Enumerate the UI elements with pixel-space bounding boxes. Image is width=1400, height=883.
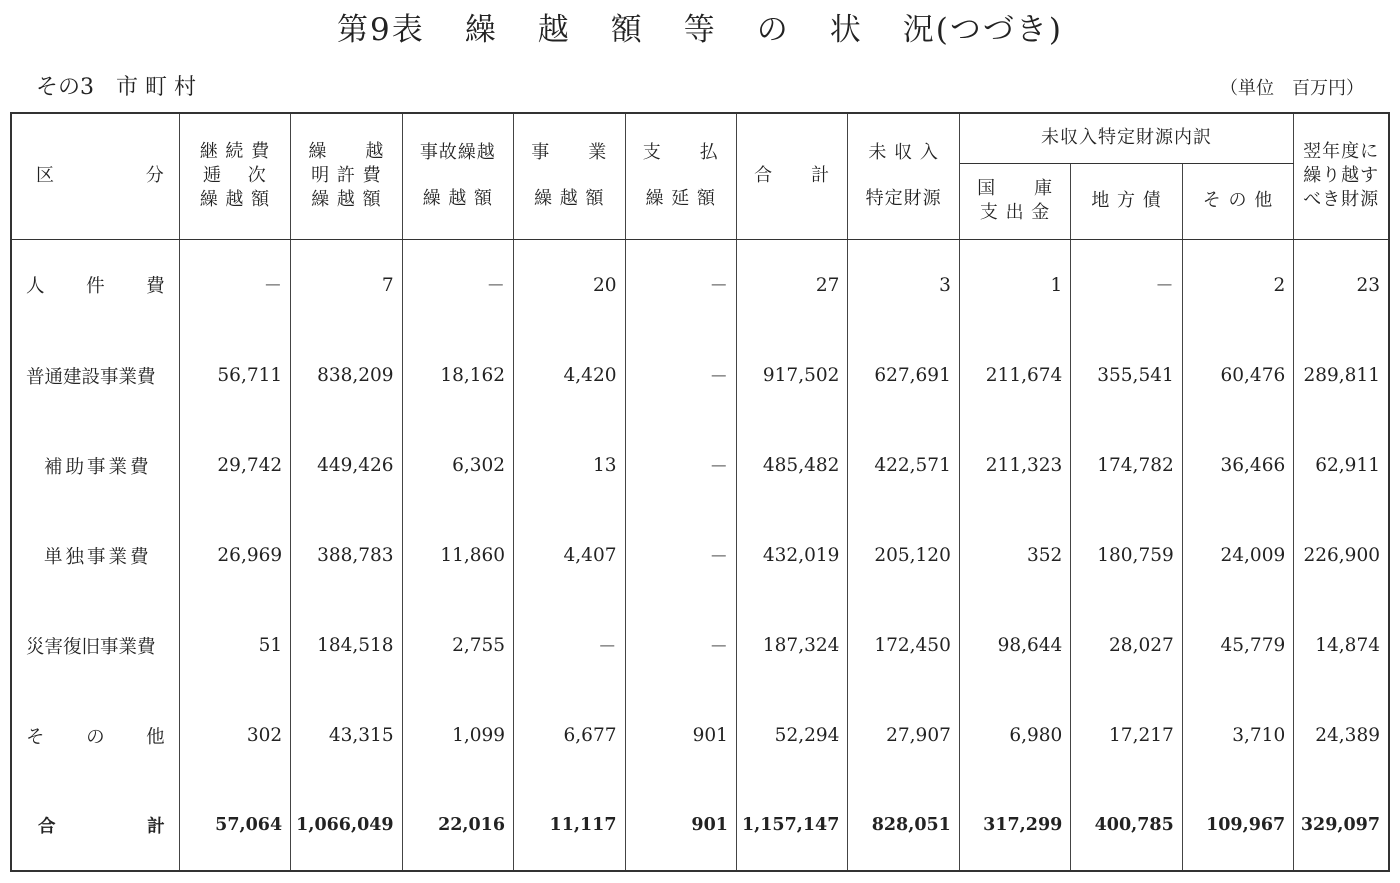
table-cell: － xyxy=(625,239,736,331)
row-label xyxy=(11,421,179,511)
table-cell: 1,157,147 xyxy=(736,781,847,871)
row-label-part: 計 xyxy=(147,816,165,837)
table-cell: 174,782 xyxy=(1071,421,1182,511)
row-label xyxy=(11,691,179,781)
table-cell: 3 xyxy=(848,239,959,331)
table-cell: 3,710 xyxy=(1182,691,1293,781)
table-cell: 45,779 xyxy=(1182,601,1293,691)
title-word: 等 xyxy=(683,12,717,48)
table-row xyxy=(11,511,1389,601)
header-text: 繰 越 額 xyxy=(422,188,494,210)
header-text: 逓 次 xyxy=(203,165,267,187)
table-cell: 180,759 xyxy=(1071,511,1182,601)
table-row xyxy=(11,691,1389,781)
title-word: の xyxy=(756,12,790,48)
row-label-part: の xyxy=(86,726,105,748)
table-cell: － xyxy=(514,601,625,691)
table-cell: 205,120 xyxy=(848,511,959,601)
table-cell: 29,742 xyxy=(179,421,290,511)
row-label-part: 人 xyxy=(26,276,45,298)
table-cell: 6,677 xyxy=(514,691,625,781)
table-cell: 289,811 xyxy=(1294,331,1389,421)
row-label-text: 補助事業費 xyxy=(44,456,152,478)
table-cell: － xyxy=(625,601,736,691)
header-text: 支 払 xyxy=(642,142,719,164)
table-cell: 329,097 xyxy=(1294,781,1389,871)
table-cell: 52,294 xyxy=(736,691,847,781)
header-keizoku xyxy=(179,113,290,239)
table-cell: 6,302 xyxy=(402,421,513,511)
row-label xyxy=(11,511,179,601)
header-text: 繰り越す xyxy=(1303,165,1380,187)
page-title xyxy=(0,4,1400,49)
table-row xyxy=(11,601,1389,691)
row-label xyxy=(11,239,179,331)
header-text: 支 出 金 xyxy=(979,202,1051,223)
table-cell: 485,482 xyxy=(736,421,847,511)
row-label-text: 普通建設事業費 xyxy=(26,366,156,388)
table-cell: － xyxy=(179,239,290,331)
table-cell: 4,407 xyxy=(514,511,625,601)
table-cell: 14,874 xyxy=(1294,601,1389,691)
title-word: 状 xyxy=(829,12,863,48)
table-row xyxy=(11,239,1389,331)
table-row xyxy=(11,421,1389,511)
table-cell: 184,518 xyxy=(291,601,402,691)
header-gokei xyxy=(736,113,847,239)
table-cell: 62,911 xyxy=(1294,421,1389,511)
table-cell: 51 xyxy=(179,601,290,691)
title-word: 繰 xyxy=(464,12,498,48)
title-word: 額 xyxy=(610,12,644,48)
row-label xyxy=(11,331,179,421)
table-cell: 109,967 xyxy=(1182,781,1293,871)
header-text: べき財源 xyxy=(1303,189,1380,211)
table-cell: 2,755 xyxy=(402,601,513,691)
table-cell: 1 xyxy=(959,239,1070,331)
header-shiharai xyxy=(625,113,736,239)
table-cell: － xyxy=(625,511,736,601)
table-cell: － xyxy=(1071,239,1182,331)
row-label-part: 他 xyxy=(146,726,165,748)
table-cell: 211,323 xyxy=(959,421,1070,511)
table-cell: 17,217 xyxy=(1071,691,1182,781)
header-text: 事故繰越 xyxy=(419,142,496,164)
table-cell: 23 xyxy=(1294,239,1389,331)
table-cell: 36,466 xyxy=(1182,421,1293,511)
header-text: 繰 越 xyxy=(308,141,385,163)
table-cell: － xyxy=(625,331,736,421)
carryover-table xyxy=(10,112,1390,872)
table-cell: 901 xyxy=(625,691,736,781)
header-yokunendo xyxy=(1294,113,1389,239)
table-cell: 400,785 xyxy=(1071,781,1182,871)
row-label-text: 単独事業費 xyxy=(44,546,152,568)
row-label xyxy=(11,601,179,691)
header-text: 未 収 入 xyxy=(868,142,939,164)
header-text: 未収入特定財源内訳 xyxy=(1041,127,1213,149)
header-mishu xyxy=(848,113,959,239)
table-cell: 2 xyxy=(1182,239,1293,331)
header-chihosai: 地 方 債 xyxy=(1071,163,1182,239)
table-cell: 838,209 xyxy=(291,331,402,421)
table-cell: 187,324 xyxy=(736,601,847,691)
table-cell: 22,016 xyxy=(402,781,513,871)
table-cell: 211,674 xyxy=(959,331,1070,421)
table-cell: 60,476 xyxy=(1182,331,1293,421)
header-text: 繰 越 額 xyxy=(534,188,605,210)
header-text: 翌年度に xyxy=(1303,141,1380,163)
header-kokko xyxy=(959,163,1070,239)
table-cell: 901 xyxy=(625,781,736,871)
table-cell: 388,783 xyxy=(291,511,402,601)
table-cell: 56,711 xyxy=(179,331,290,421)
header-jiko xyxy=(402,113,513,239)
table-cell: 57,064 xyxy=(179,781,290,871)
table-cell: 917,502 xyxy=(736,331,847,421)
row-label-part: 合 xyxy=(38,816,56,837)
header-text: 国 庫 xyxy=(977,178,1054,199)
title-word: 越 xyxy=(537,12,571,48)
header-text: 繰 延 額 xyxy=(645,188,716,210)
table-cell: 27,907 xyxy=(848,691,959,781)
header-text: 事 業 xyxy=(531,142,608,164)
table-cell: 24,389 xyxy=(1294,691,1389,781)
unit-label: （単位 百万円） xyxy=(1220,78,1364,99)
table-row xyxy=(11,781,1389,871)
table-cell: 302 xyxy=(179,691,290,781)
row-label-part: そ xyxy=(26,726,45,748)
table-cell: 352 xyxy=(959,511,1070,601)
table-cell: 627,691 xyxy=(848,331,959,421)
table-cell: 7 xyxy=(291,239,402,331)
header-jigyo xyxy=(514,113,625,239)
header-breakdown xyxy=(959,113,1293,163)
header-text: 合 計 xyxy=(754,165,831,187)
table-cell: － xyxy=(625,421,736,511)
table-row xyxy=(11,331,1389,421)
title-word: 況(つづき) xyxy=(902,12,1063,48)
row-label-part: 件 xyxy=(86,276,105,298)
table-cell: 1,099 xyxy=(402,691,513,781)
table-cell: 20 xyxy=(514,239,625,331)
table-cell: 226,900 xyxy=(1294,511,1389,601)
table-cell: 24,009 xyxy=(1182,511,1293,601)
header-text: 繰 越 額 xyxy=(311,189,382,211)
table-cell: 43,315 xyxy=(291,691,402,781)
header-sonota: そ の 他 xyxy=(1182,163,1293,239)
header-text: 明 許 費 xyxy=(311,165,382,187)
table-cell: 98,644 xyxy=(959,601,1070,691)
title-main: 第9表 xyxy=(337,12,425,48)
header-kubun xyxy=(11,113,179,239)
table-cell: 172,450 xyxy=(848,601,959,691)
header-text: 繰 越 額 xyxy=(199,189,271,211)
table-cell: 11,117 xyxy=(514,781,625,871)
header-meikyo xyxy=(291,113,402,239)
table-cell: 13 xyxy=(514,421,625,511)
table-cell: 422,571 xyxy=(848,421,959,511)
table-cell: 355,541 xyxy=(1071,331,1182,421)
header-text: 特定財源 xyxy=(865,188,942,210)
table-cell: 828,051 xyxy=(848,781,959,871)
table-cell: 449,426 xyxy=(291,421,402,511)
row-label xyxy=(11,781,179,871)
table-cell: 27 xyxy=(736,239,847,331)
table-body xyxy=(11,239,1389,871)
subtitle: その3 市 町 村 xyxy=(36,75,196,100)
table-cell: 11,860 xyxy=(402,511,513,601)
table-cell: 4,420 xyxy=(514,331,625,421)
table-cell: － xyxy=(402,239,513,331)
table-cell: 317,299 xyxy=(959,781,1070,871)
row-label-part: 費 xyxy=(146,276,165,298)
table-cell: 26,969 xyxy=(179,511,290,601)
header-text: 分 xyxy=(145,165,165,187)
table-cell: 6,980 xyxy=(959,691,1070,781)
header-text: 区 xyxy=(36,165,55,187)
table-cell: 1,066,049 xyxy=(291,781,402,871)
table-cell: 18,162 xyxy=(402,331,513,421)
header-text: 継 続 費 xyxy=(199,141,271,163)
row-label-text: 災害復旧事業費 xyxy=(26,636,156,658)
table-cell: 28,027 xyxy=(1071,601,1182,691)
table-cell: 432,019 xyxy=(736,511,847,601)
